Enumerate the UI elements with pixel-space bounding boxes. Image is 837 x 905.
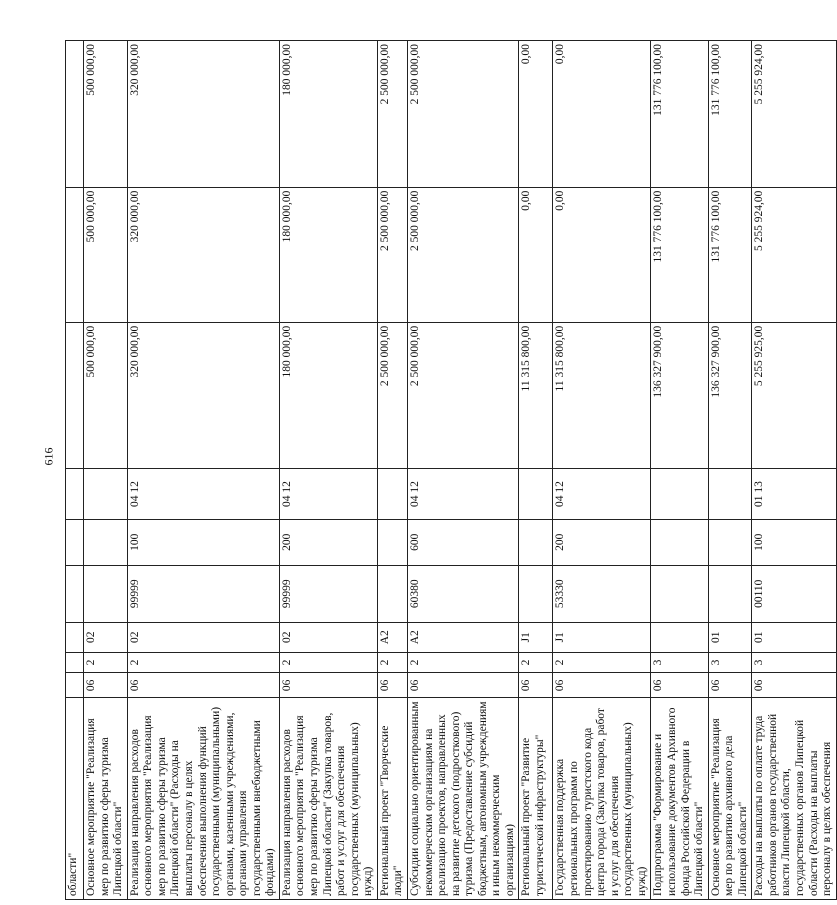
cell-direction xyxy=(66,565,84,622)
cell-gp: 06 xyxy=(553,673,651,698)
cell-gp: 06 xyxy=(519,673,553,698)
cell-section: 04 12 xyxy=(553,469,651,519)
cell-amount-2022: 2 500 000,00 xyxy=(407,322,519,469)
table-body xyxy=(66,41,837,900)
cell-section xyxy=(651,469,708,519)
cell-direction: 99999 xyxy=(127,565,279,622)
cell-direction xyxy=(651,565,708,622)
cell-gp: 06 xyxy=(752,673,836,698)
cell-name: Основное мероприятие "Реализация мер по развитию архивного дела Липецкой области" xyxy=(708,698,752,900)
cell-main-event: 02 xyxy=(127,622,279,652)
cell-amount-2023: 131 776 100,00 xyxy=(708,187,752,322)
budget-table xyxy=(65,40,837,900)
cell-amount-2022: 5 255 925,00 xyxy=(752,322,836,469)
cell-amount-2024: 320 000,00 xyxy=(127,41,279,188)
table-container xyxy=(65,40,834,900)
cell-main-event: 01 xyxy=(708,622,752,652)
cell-name: Реализация направления расходов основного мероприятия "Реализация мер по развитию сферы туризма Липецкой области" (Расходы на выплаты персоналу в целях обеспечения выполнения функций государственными (муниципальными) органами, казенными учреждениями, органами управления государственными внебюджетными фондами) xyxy=(127,698,279,900)
cell-amount-2024: 2 500 000,00 xyxy=(377,41,407,188)
cell-expense-type: 100 xyxy=(127,519,279,565)
cell-gp: 06 xyxy=(651,673,708,698)
cell-main-event: A2 xyxy=(377,622,407,652)
table-row xyxy=(66,41,84,900)
cell-expense-type xyxy=(651,519,708,565)
cell-section xyxy=(708,469,752,519)
cell-main-event: 02 xyxy=(279,622,377,652)
table-row xyxy=(752,41,836,900)
page-number: 616 xyxy=(41,447,56,465)
cell-section: 01 13 xyxy=(752,469,836,519)
cell-section xyxy=(66,469,84,519)
cell-amount-2022: 180 000,00 xyxy=(279,322,377,469)
table-row xyxy=(553,41,651,900)
cell-section xyxy=(519,469,553,519)
cell-main-event: J1 xyxy=(519,622,553,652)
cell-section: 04 12 xyxy=(407,469,519,519)
cell-gp: 06 xyxy=(84,673,128,698)
cell-amount-2023: 0,00 xyxy=(553,187,651,322)
cell-amount-2023: 2 500 000,00 xyxy=(377,187,407,322)
cell-section: 04 12 xyxy=(127,469,279,519)
cell-name: Субсидии социально ориентированным некоммерческим организациям на реализацию проектов, направленных на развитие детского (подросткового) туризма (Предоставление субсидий бюджетным, автономным учреждениям и иным некоммерческим организациям) xyxy=(407,698,519,900)
cell-name: Реализация направления расходов основного мероприятия "Реализация мер по развитию сферы туризма Липецкой области" (Закупка товаров, работ и услуг для обеспечения государственных (муниципальных) нужд) xyxy=(279,698,377,900)
cell-amount-2022: 2 500 000,00 xyxy=(377,322,407,469)
cell-gp xyxy=(66,673,84,698)
cell-subprogram: 2 xyxy=(519,652,553,673)
cell-gp: 06 xyxy=(708,673,752,698)
cell-amount-2023: 5 255 924,00 xyxy=(752,187,836,322)
cell-amount-2024: 131 776 100,00 xyxy=(651,41,708,188)
cell-subprogram: 2 xyxy=(377,652,407,673)
cell-amount-2022: 11 315 800,00 xyxy=(553,322,651,469)
cell-amount-2023: 0,00 xyxy=(519,187,553,322)
cell-amount-2023: 180 000,00 xyxy=(279,187,377,322)
cell-amount-2023: 500 000,00 xyxy=(84,187,128,322)
cell-amount-2024 xyxy=(66,41,84,188)
cell-name: области" xyxy=(66,698,84,900)
cell-amount-2022 xyxy=(66,322,84,469)
table-row xyxy=(84,41,128,900)
cell-amount-2022: 136 327 900,00 xyxy=(708,322,752,469)
cell-amount-2024: 0,00 xyxy=(519,41,553,188)
cell-expense-type: 200 xyxy=(279,519,377,565)
table-row xyxy=(708,41,752,900)
cell-subprogram: 2 xyxy=(84,652,128,673)
table-row xyxy=(377,41,407,900)
table-row xyxy=(651,41,708,900)
cell-subprogram: 2 xyxy=(407,652,519,673)
cell-name: Подпрограмма "Формирование и использование документов Архивного фонда Российской Федерации в Липецкой области" xyxy=(651,698,708,900)
table-row xyxy=(407,41,519,900)
cell-name: Основное мероприятие "Реализация мер по развитию сферы туризма Липецкой области" xyxy=(84,698,128,900)
cell-name: Региональный проект "Творческие люди" xyxy=(377,698,407,900)
cell-section xyxy=(377,469,407,519)
cell-amount-2022: 11 315 800,00 xyxy=(519,322,553,469)
cell-main-event: A2 xyxy=(407,622,519,652)
cell-subprogram: 3 xyxy=(651,652,708,673)
cell-section: 04 12 xyxy=(279,469,377,519)
cell-subprogram: 3 xyxy=(708,652,752,673)
cell-direction: 53330 xyxy=(553,565,651,622)
cell-subprogram xyxy=(66,652,84,673)
cell-amount-2022: 500 000,00 xyxy=(84,322,128,469)
cell-direction: 60380 xyxy=(407,565,519,622)
cell-name: Государственная поддержка региональных программ по проектированию туристского кода центра города (Закупка товаров, работ и услуг для обеспечения государственных (муниципальных) нужд) xyxy=(553,698,651,900)
cell-amount-2024: 2 500 000,00 xyxy=(407,41,519,188)
cell-amount-2024: 131 776 100,00 xyxy=(708,41,752,188)
cell-amount-2024: 180 000,00 xyxy=(279,41,377,188)
cell-amount-2022: 320 000,00 xyxy=(127,322,279,469)
cell-amount-2024: 5 255 924,00 xyxy=(752,41,836,188)
cell-section xyxy=(84,469,128,519)
cell-direction xyxy=(519,565,553,622)
cell-expense-type xyxy=(708,519,752,565)
cell-amount-2023: 131 776 100,00 xyxy=(651,187,708,322)
cell-name: Расходы на выплаты по оплате труда работников органов государственной власти Липецкой области, государственных органов Липецкой области (Расходы на выплаты персоналу в целях обеспечения xyxy=(752,698,836,900)
cell-subprogram: 2 xyxy=(127,652,279,673)
cell-subprogram: 2 xyxy=(279,652,377,673)
cell-gp: 06 xyxy=(127,673,279,698)
cell-expense-type: 600 xyxy=(407,519,519,565)
cell-direction xyxy=(708,565,752,622)
table-row xyxy=(519,41,553,900)
cell-direction: 00110 xyxy=(752,565,836,622)
table-row xyxy=(279,41,377,900)
cell-expense-type xyxy=(519,519,553,565)
cell-amount-2023 xyxy=(66,187,84,322)
cell-gp: 06 xyxy=(407,673,519,698)
cell-main-event: 01 xyxy=(752,622,836,652)
cell-main-event xyxy=(66,622,84,652)
cell-direction: 99999 xyxy=(279,565,377,622)
cell-expense-type xyxy=(377,519,407,565)
cell-amount-2023: 320 000,00 xyxy=(127,187,279,322)
table-row xyxy=(127,41,279,900)
cell-name: Региональный проект "Развитие туристической инфраструктуры" xyxy=(519,698,553,900)
cell-main-event: 02 xyxy=(84,622,128,652)
cell-amount-2023: 2 500 000,00 xyxy=(407,187,519,322)
cell-expense-type xyxy=(84,519,128,565)
cell-subprogram: 3 xyxy=(752,652,836,673)
cell-main-event xyxy=(651,622,708,652)
cell-amount-2024: 500 000,00 xyxy=(84,41,128,188)
cell-amount-2024: 0,00 xyxy=(553,41,651,188)
cell-direction xyxy=(84,565,128,622)
cell-gp: 06 xyxy=(377,673,407,698)
cell-direction xyxy=(377,565,407,622)
cell-amount-2022: 136 327 900,00 xyxy=(651,322,708,469)
cell-main-event: J1 xyxy=(553,622,651,652)
cell-expense-type xyxy=(66,519,84,565)
cell-expense-type: 200 xyxy=(553,519,651,565)
cell-subprogram: 2 xyxy=(553,652,651,673)
cell-gp: 06 xyxy=(279,673,377,698)
cell-expense-type: 100 xyxy=(752,519,836,565)
